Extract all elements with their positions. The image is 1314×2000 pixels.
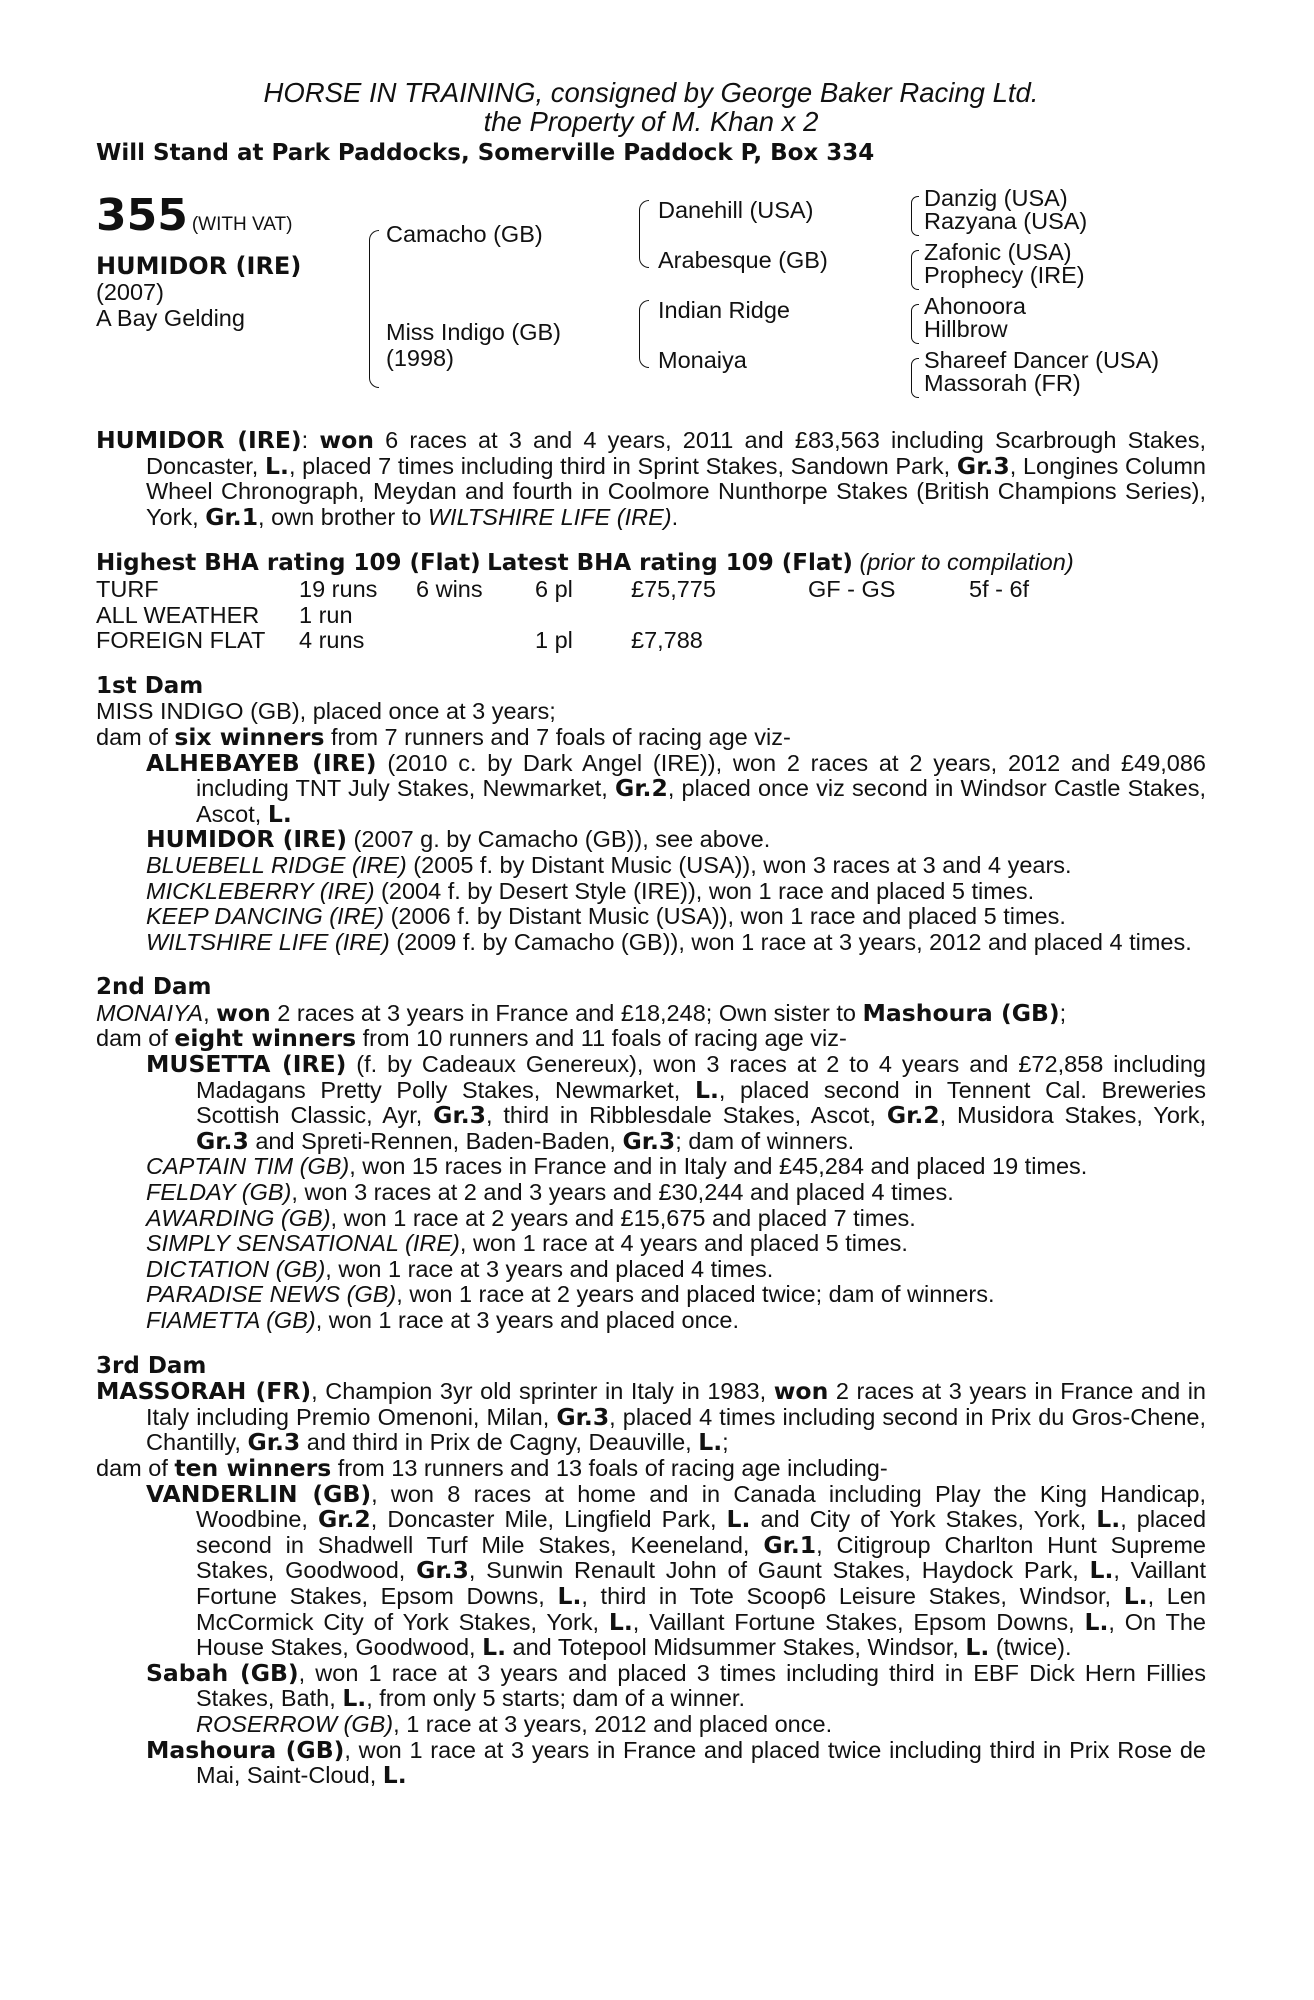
list-item: KEEP DANCING (IRE) (2006 f. by Distant Music (USA)), won 1 race and placed 5 times. <box>146 903 1066 930</box>
horse-description: A Bay Gelding <box>96 305 245 331</box>
pedigree-dam-year: (1998) <box>386 345 454 371</box>
list-item: FELDAY (GB), won 3 races at 2 and 3 years and £30,244 and placed 4 times. <box>146 1179 954 1206</box>
first-dam-intro: MISS INDIGO (GB), placed once at 3 years; <box>96 698 556 725</box>
horse-year: (2007) <box>96 279 164 305</box>
pedigree-g3-4: Prophecy (IRE) <box>924 262 1085 288</box>
horse-name: HUMIDOR (IRE) <box>96 252 302 280</box>
list-item: FIAMETTA (GB), won 1 race at 3 years and placed once. <box>146 1307 739 1333</box>
consignor-line: HORSE IN TRAINING, consigned by George Baker Racing Ltd. <box>263 77 1039 108</box>
first-dam-section <box>96 674 1206 956</box>
stabling-line: Will Stand at Park Paddocks, Somerville Paddock P, Box 334 <box>96 140 875 166</box>
list-item: VANDERLIN (GB), won 8 races at home and in Canada including Play the King Handicap, Woodbine, Gr.2, Doncaster Mile, Lingfield Park, L. and City of York Stakes, York, L., placed second in Shadwell Turf Mile Stakes, Keeneland, Gr.1, Citigroup Charlton Hunt Supreme Stakes, Goodwood, Gr.3, Sunwin Renault John of Gaunt Stakes, Haydock Park, L., Vaillant Fortune Stakes, Epsom Downs, L., third in Tote Scoop6 Leisure Stakes, Windsor, L., Len McCormick City of York Stakes, York, L., Vaillant Fortune Stakes, Epsom Downs, L., On The House Stakes, Goodwood, L. and Totepool Midsummer Stakes, Windsor, L. (twice). <box>146 1479 1207 1662</box>
pedigree-sire-sire: Danehill (USA) <box>658 197 814 223</box>
second-dam-title: 2nd Dam <box>96 974 212 1001</box>
racing-record-table <box>96 577 1029 654</box>
lot-number: 355 <box>96 190 188 241</box>
pedigree-dam-dam: Monaiya <box>658 347 747 373</box>
list-item: Mashoura (GB), won 1 race at 3 years in France and placed twice including third in Prix Rose de Mai, Saint-Cloud, L. <box>146 1735 1206 1790</box>
vat-label: (WITH VAT) <box>191 214 293 235</box>
brace-sire-line <box>639 200 649 268</box>
brace-sire-dam <box>369 230 379 388</box>
list-item: Sabah (GB), won 1 race at 3 years and placed 3 times including third in EBF Dick Hern Fillies Stakes, Bath, L., from only 5 starts; dam of a winner. <box>146 1658 1206 1713</box>
second-dam-section <box>96 975 1206 1333</box>
catalogue-page <box>96 78 1206 1789</box>
list-item: MUSETTA (IRE) (f. by Cadeaux Genereux), won 3 races at 2 to 4 years and £72,858 including Madagans Pretty Polly Stakes, Newmarket, L., placed second in Tennent Cal. Breweries Scottish Classic, Ayr, Gr.3, third in Ribblesdale Stakes, Ascot, Gr.2, Musidora Stakes, York, Gr.3 and Spreti-Rennen, Baden-Baden, Gr.3; dam of winners. <box>146 1050 1206 1155</box>
pedigree-g3-1: Danzig (USA) <box>924 185 1068 211</box>
first-dam-title: 1st Dam <box>96 672 204 699</box>
pedigree-g3-8: Massorah (FR) <box>924 370 1081 396</box>
pedigree-g3-7: Shareef Dancer (USA) <box>924 347 1160 373</box>
list-item: WILTSHIRE LIFE (IRE) (2009 f. by Camacho (GB)), won 1 race at 3 years, 2012 and placed 4 times. <box>146 928 1192 955</box>
pedigree-sire-dam: Arabesque (GB) <box>658 247 828 273</box>
list-item: HUMIDOR (IRE) (2007 g. by Camacho (GB)), see above. <box>146 825 771 854</box>
list-item: DICTATION (GB), won 1 race at 3 years and placed 4 times. <box>146 1255 774 1282</box>
third-dam-section <box>96 1354 1206 1789</box>
pedigree-g3-2: Razyana (USA) <box>924 208 1088 234</box>
pedigree-dam: Miss Indigo (GB) <box>386 319 561 345</box>
ratings-line: Highest BHA rating 109 (Flat) Latest BHA rating 109 (Flat) (prior to compilation) <box>96 549 1074 577</box>
list-item: CAPTAIN TIM (GB), won 15 races in France and in Italy and £45,284 and placed 19 times. <box>146 1153 1088 1180</box>
table-row: TURF 19 runs 6 wins 6 pl £75,775 GF - GS 5f - 6f <box>96 575 1030 602</box>
property-line: the Property of M. Khan x 2 <box>483 106 819 137</box>
ratings-block <box>96 550 1206 653</box>
pedigree-g3-3: Zafonic (USA) <box>924 239 1072 265</box>
second-dam-summary: dam of eight winners from 10 runners and 11 foals of racing age viz- <box>96 1024 847 1053</box>
third-dam-intro: MASSORAH (FR), Champion 3yr old sprinter in Italy in 1983, won 2 races at 3 years in France and in Italy including Premio Omenoni, Milan, Gr.3, placed 4 times including second in Prix du Gros-Chene, Chantilly, Gr.3 and third in Prix de Cagny, Deauville, L.; <box>96 1377 1206 1457</box>
table-row: FOREIGN FLAT 4 runs 1 pl £7,788 <box>96 627 703 654</box>
list-item: BLUEBELL RIDGE (IRE) (2005 f. by Distant Music (USA)), won 3 races at 3 and 4 years. <box>146 851 1072 878</box>
pedigree-block <box>96 185 1206 424</box>
pedigree-sire: Camacho (GB) <box>386 221 543 247</box>
list-item: PARADISE NEWS (GB), won 1 race at 2 years and placed twice; dam of winners. <box>146 1281 995 1308</box>
pedigree-g3-5: Ahonoora <box>924 293 1026 319</box>
first-dam-summary: dam of six winners from 7 runners and 7 foals of racing age viz- <box>96 722 791 751</box>
brace-dam-line <box>639 300 649 368</box>
third-dam-summary: dam of ten winners from 13 runners and 13 foals of racing age including- <box>96 1453 888 1482</box>
brace-g3-4 <box>911 358 919 398</box>
brace-g3-2 <box>911 250 919 290</box>
list-item: AWARDING (GB), won 1 race at 2 years and £15,675 and placed 7 times. <box>146 1204 916 1231</box>
lot-number-block <box>96 192 292 240</box>
list-item: ROSERROW (GB), 1 race at 3 years, 2012 and placed once. <box>196 1710 833 1737</box>
brace-g3-1 <box>911 196 919 236</box>
list-item: SIMPLY SENSATIONAL (IRE), won 1 race at 4 years and placed 5 times. <box>146 1230 908 1257</box>
pedigree-dam-sire: Indian Ridge <box>658 297 790 323</box>
list-item: ALHEBAYEB (IRE) (2010 c. by Dark Angel (IRE)), won 2 races at 2 years, 2012 and £49,086 including TNT July Stakes, Newmarket, Gr.2, placed once viz second in Windsor Castle Stakes, Ascot, L. <box>146 748 1206 828</box>
brace-g3-3 <box>911 304 919 344</box>
pedigree-g3-6: Hillbrow <box>924 316 1008 342</box>
table-row: ALL WEATHER 1 run <box>96 601 353 628</box>
third-dam-title: 3rd Dam <box>96 1352 207 1379</box>
second-dam-intro: MONAIYA, won 2 races at 3 years in France and £18,248; Own sister to Mashoura (GB); <box>96 998 1067 1027</box>
race-record-summary: HUMIDOR (IRE): won 6 races at 3 and 4 years, 2011 and £83,563 including Scarbrough Stakes, Doncaster, L., placed 7 times including third in Sprint Stakes, Sandown Park, Gr.3, Longines Column Wheel Chronograph, Meydan and fourth in Coolmore Nunthorpe Stakes (British Champions Series), York, Gr.1, own brother to WILTSHIRE LIFE (IRE). <box>96 426 1206 531</box>
list-item: MICKLEBERRY (IRE) (2004 f. by Desert Style (IRE)), won 1 race and placed 5 times. <box>146 877 1035 904</box>
